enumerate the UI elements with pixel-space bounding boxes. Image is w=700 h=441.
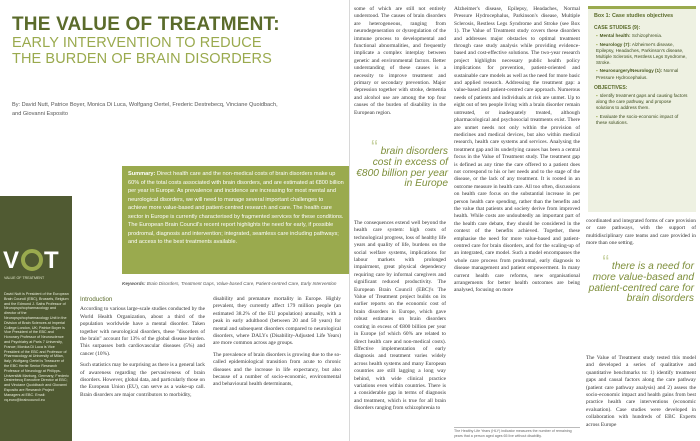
box-heading-case-studies: CASE STUDIES (9): xyxy=(594,25,641,32)
pull-quote-1-text: brain disorders cost in excess of €800 billion per year in Europe xyxy=(356,146,448,190)
keywords-label: Keywords: xyxy=(122,281,146,286)
intro-column-1 xyxy=(80,296,205,436)
footnote: The Healthy Life Years (HLY) indicator measures the number of remaining years that a person aged ages 65 live without disability. xyxy=(454,427,580,438)
body-column-2: Alzheimer's disease, Epilepsy, Headaches, Normal Pressure Hydrocephalus, Parkinson's disease, Multiple Sclerosis, Restless Legs Syndrome and Stroke (see Box 1). The Value of Treatment study covers these disorders and addresses major obstacles to optimal treatment through case study analysis while providing evidence-based and cost-effective solutions. The two-year research project highlights necessary public health policy implications for prevention, patient-oriented and sustainable care models as well as the need for more basic and applied research. Addressing the treatment gap: a value-based and patient-centred care approach. Numerous needs of patients and individuals at risk are unmet. Up to eight out of ten people living with a brain disorder remain untreated, or inadequately treated, although pharmacological and psychosocial treatments exist. There are unmet needs not only within the provision of medicines and medical devices, but also within medical research, health care systems and services. Analysing the treatment gap and its underlying causes has been a central focus in the Value of Treatment study. The treatment gap is defined as any time the care offered to a patient does not correspond to his or her needs and to the stage of the disease, or the lack of any treatment. It is rooted in an outcome measure in health care. All too often, discussions on health care focus on the substantial increase in per person health care spending, rather than the benefits and the value that patients and society derive from improved health. While costs are undoubtedly an important part of the health care debate, they should be considered in the context of the benefits achieved. Together, these emphasise the need for more value-based and patient-centred care for brain disorders, and for the scaling-up of an integrated, care model. Such a model encompasses the whole care process from prodromal, early diagnosis to disease management and patient empowerment. In many current health care reforms, new organisational arrangements for better health outcomes are being analysed, focusing on more xyxy=(454,6,580,294)
title-sub-line-2: THE BURDEN OF BRAIN DISORDERS xyxy=(12,51,272,67)
case-studies-list xyxy=(594,33,690,80)
body-column-1-bottom: The consequences extend well beyond the health care system: high costs of technological progress, loss of healthy life years and quality of life, burdens on the social welfare systems, implications for labour markets with prolonged impairment, great physical dependency requiring care by informal caregivers and significant reduced productivity. The European Brain Council (EBC)'s The Value of Treatment project builds on its earlier reports on the economic cost of brain disorders in Europe, which gave robust estimates on brain disorders costing in excess of €800 billion per year in Europe (of which 60% are related to direct health care and non-medical costs). Effective implementation of early diagnosis and treatment varies widely across health systems and many European countries are still lagging a long way behind, with wide clinical practice variations even within countries. There is a considerable gap in terms of diagnosis and treatment, which is true for all brain disorders ranging from schizophrenia to xyxy=(354,220,446,412)
case-study-item xyxy=(596,42,690,67)
authors-line-2: and Giovanni Esposito xyxy=(12,111,68,117)
box-heading-objectives: OBJECTIVES: xyxy=(594,84,628,91)
case-study-body: Normal Pressure Hydrocephalus. xyxy=(596,68,679,80)
author-bio: David Nutt is President of the European Brain Council (EBC), Brussels, Belgium and the Edmond J. Safra Professor of Neuropsychopharmacology and director of the Neuropsychopharmacology Unit in the Division of Brain Sciences at Imperial College London, UK; Patrice Boyer is Vice President of the EBC and Honorary Professor of Neuroscience and Psychiatry at Paris 7 University, France; Monica Di Luca is Vice President of the EBC and Professor of Pharmacology at University of Milan, Italy; Wolfgang Oertel is Treasurer of the EBC Hertie Senior Research Professor of Neurology at Philipps-Universität Marburg, Germany; Frederic Destrebecq Executive Director at EBC; and Vinciane Quoidbach and Giovanni Esposito are Research Project Managers at EBC. Email: vq.euro@braincouncil.eu xyxy=(4,292,69,402)
keywords xyxy=(122,281,348,288)
body-column-3-top: coordinated and integrated forms of care provision or care pathways, with the support of multidisciplinary care teams and care provided in more than one setting. xyxy=(586,218,696,247)
summary-label: Summary: xyxy=(128,171,156,177)
box-title: Box 1: Case studies objectives xyxy=(594,13,674,19)
pull-quote-2 xyxy=(586,252,694,305)
body-column-1-top: some of which are still not entirely understood. The causes of brain disorders are heterogeneous, ranging from neurodegeneration or dysregulation of the immune process to developmental and functional abnormalities, and frequently implicate a complex interplay between genetic and environmental factors. Better understanding of these causes is a necessity to improve treatment and primary or secondary prevention. Major depression together with stroke, dementia and alcohol use are among the top four causes of the burden of disability in the European region. xyxy=(354,6,446,116)
objectives-list xyxy=(594,93,690,126)
case-study-head: Neurology (7): xyxy=(599,41,631,47)
intro-paragraph-4: The prevalence of brain disorders is growing due to the so-called epidemiological transition from acute to chronic diseases and the increase in life expectancy, but also because of a number of socio-economic, environmental and behavioural health determinants, xyxy=(213,351,341,388)
logo-letter-v: V xyxy=(3,247,21,274)
authors xyxy=(12,101,337,119)
case-study-item xyxy=(596,68,690,80)
authors-line-1: By: David Nutt, Patrice Boyer, Monica Di Luca, Wolfgang Oertel, Frederic Destrebecq, Vinciane Quoidbach, xyxy=(12,102,278,108)
logo-letter-t: T xyxy=(44,247,60,274)
right-page xyxy=(350,0,700,441)
title-sub-line-1: EARLY INTERVENTION TO REDUCE xyxy=(12,35,262,51)
case-study-item xyxy=(596,33,690,39)
intro-paragraph-2: Such statistics may be surprising as there is a general lack of awareness regarding the pervasiveness of brain disorders. However, global data, and particularly those on the European Union (EU), can serve as a wake-up call. Brain disorders are major contributors to morbidity, xyxy=(80,362,205,398)
author-sidebar xyxy=(0,196,72,441)
intro-column-2 xyxy=(213,296,341,436)
quote-mark-icon: “ xyxy=(371,137,378,159)
title-main: THE VALUE OF TREATMENT: xyxy=(12,14,280,35)
body-column-3-bottom: The Value of Treatment study tested this model and developed a series of qualitative and quantitative benchmarks to: 1) identify treatment gaps and causal factors along the care pathway (patient care pathway analysis) and 2) assess the socio-economic impact and health gains from best practice health care interventions (economic evaluation). Case studies were developed in collaboration with hundreds of EBC Experts across Europe xyxy=(586,355,696,428)
case-studies-box xyxy=(588,6,696,212)
pull-quote-2-text: there is a need for more value-based and patient-centred care for brain disorders xyxy=(588,261,694,305)
keywords-text: Brain Disorders, Treatment Gaps, Value-based Care, Patient-centred Care, Early Intervention xyxy=(146,281,337,286)
article-title xyxy=(12,14,342,67)
intro-paragraph-3: disability and premature mortality in Europe. Highly prevalent, they currently affect 179 million people (an estimated 38.2% of the EU population) annually, with a peak in early adulthood (between 20 and 50 years) for mental and subsequent disorders compared to neurological disorders, where DALYs (Disability-Adjusted Life Years) are more common across age groups. xyxy=(213,296,341,347)
pull-quote-1 xyxy=(356,137,448,190)
intro-paragraph-1: According to various large-scale studies conducted by the World Health Organization, about a third of the population worldwide have a mental disorder. Taken together with neurological disorders, these "disorders of the brain" account for 13% of the global disease burden. This surpasses both cardiovascular diseases (5%) and cancer (10%). xyxy=(80,306,205,357)
vot-logo xyxy=(3,248,69,274)
case-study-head: Mental health: xyxy=(599,33,631,39)
logo-caption: VALUE OF TREATMENT xyxy=(4,276,45,280)
summary-box xyxy=(122,166,350,274)
case-study-body: Schizophrenia. xyxy=(631,33,663,39)
summary-text: Direct health care and the non-medical costs of brain disorders make up 60% of the total costs associated with brain disorders, and are estimated at €800 billion per year in Europe. As prevalence and incidence are increasing for most mental and neurological disorders, we will need to manage several important challenges to achieve more value-based and patient-centred research and care. The health care sector in Europe is currently characterised by fragmented services for these conditions. The European Brain Council's recent report highlights the need for early, if possible prodromal, diagnosis and intervention; integrated, seamless care including pathways; and access to the best treatments available. xyxy=(128,171,344,245)
intro-heading: Introduction xyxy=(80,296,113,303)
logo-ring-icon xyxy=(21,249,43,271)
objective-item: ▪ Identify treatment gaps and causing factors along the care pathway, and propose solutions to address them. xyxy=(596,93,690,112)
objective-item: ▪ Evaluate the socio-economic impact of these solutions. xyxy=(596,114,690,126)
quote-mark-icon: “ xyxy=(602,252,610,274)
case-study-body: Alzheimer's disease, Epilepsy, Headaches, Parkinson's disease, Multiple Sclerosis, Restless Legs Syndrome, Stroke. xyxy=(596,41,687,66)
case-study-head: Neurosurgery/Neurology (1): xyxy=(599,68,663,74)
